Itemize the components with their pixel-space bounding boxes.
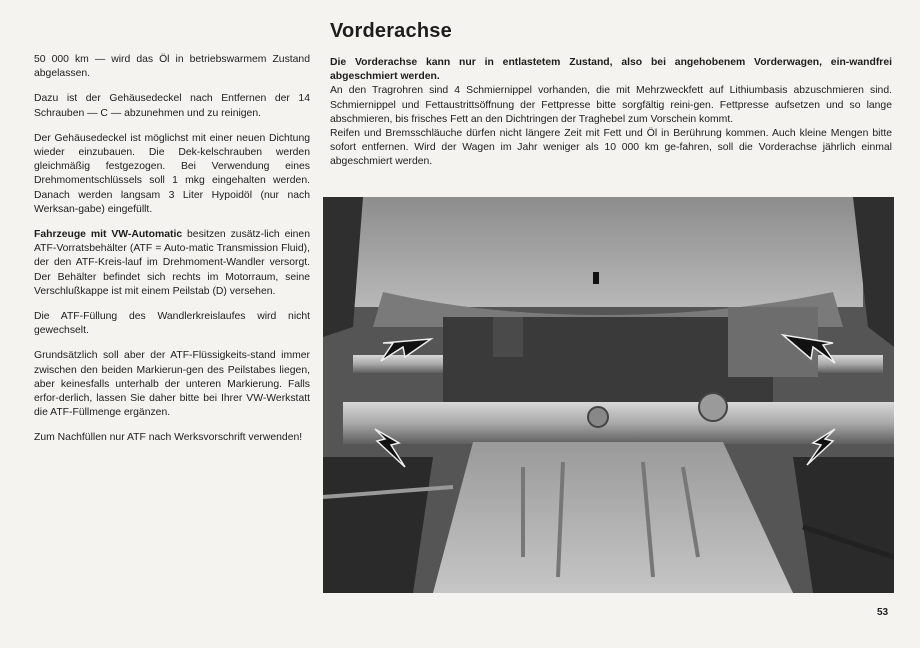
left-paragraph-4: Fahrzeuge mit VW-Automatic besitzen zusätz-lich einen ATF-Vorratsbehälter (ATF = Auto-matic Transmission Fluid), der den ATF-Kreis-lauf im Drehmoment-Wandler versorgt. Der Behälter befindet sich rechts im Motorraum, seine Verschlußkappe ist mit einem Peilstab (D) versehen. — [34, 229, 310, 297]
right-paragraph-2: Reifen und Bremsschläuche dürfen nicht längere Zeit mit Fett und Öl in Berührung kommen. Auch kleine Mengen bitte sofort entfernen. Wird der Wagen im Jahr weniger als 10 000 km ge-fahren, soll die Vorderachse jährlich einmal abgeschmiert werden. — [330, 128, 892, 168]
front-axle-photo — [323, 197, 894, 593]
right-paragraph-1: An den Tragrohren sind 4 Schmiernippel vorhanden, die mit Mehrzweckfett auf Lithiumbasis abzuschmieren sind. Schmiernippel und Fettaustrittsöffnung der Fettpresse bitte sorgfältig reini-gen. Fettpresse aufsetzen und so lange abschmieren, bis frisches Fett an den Dichtringen der Traghebel zum Vorschein kommt. — [330, 85, 892, 125]
left-paragraph-1: 50 000 km — wird das Öl in betriebswarmem Zustand abgelassen. — [34, 54, 310, 80]
left-paragraph-3: Der Gehäusedeckel ist möglichst mit einer neuen Dichtung wieder einzubauen. Die Dek-kelschrauben werden gleichmäßig festgezogen. Bei Verwendung eines Drehmomentschlüssels soll 1 mkg eingehalten werden. Danach werden langsam 3 Liter Hypoidöl (nur nach Werksan-gabe) eingefüllt. — [34, 132, 310, 215]
left-paragraph-2: Dazu ist der Gehäusedeckel nach Entfernen der 14 Schrauben — C — abzunehmen und zu reinigen. — [34, 93, 310, 119]
vw-automatic-label: Fahrzeuge mit VW-Automatic — [34, 229, 183, 241]
right-column — [330, 56, 892, 170]
left-paragraph-5: Die ATF-Füllung des Wandlerkreislaufes wird nicht gewechselt. — [34, 311, 310, 337]
left-paragraph-6: Grundsätzlich soll aber der ATF-Flüssigkeits-stand immer zwischen den beiden Markierun-gen des Peilstabes liegen, aber keinesfalls unterhalb der unteren Markierung. Falls erfor-derlich, lassen Sie daher bitte bei Ihrer VW-Werkstatt die ATF-Füllmenge ergänzen. — [34, 350, 310, 419]
intro-bold-text: Die Vorderachse kann nur in entlastetem Zustand, also bei angehobenem Vorderwagen, ein-wandfrei abgeschmiert werden. — [330, 57, 892, 83]
page-heading: Vorderachse — [330, 20, 452, 42]
left-column — [34, 53, 310, 457]
page-number: 53 — [877, 607, 889, 618]
left-paragraph-7: Zum Nachfüllen nur ATF nach Werksvorschrift verwenden! — [34, 432, 303, 444]
